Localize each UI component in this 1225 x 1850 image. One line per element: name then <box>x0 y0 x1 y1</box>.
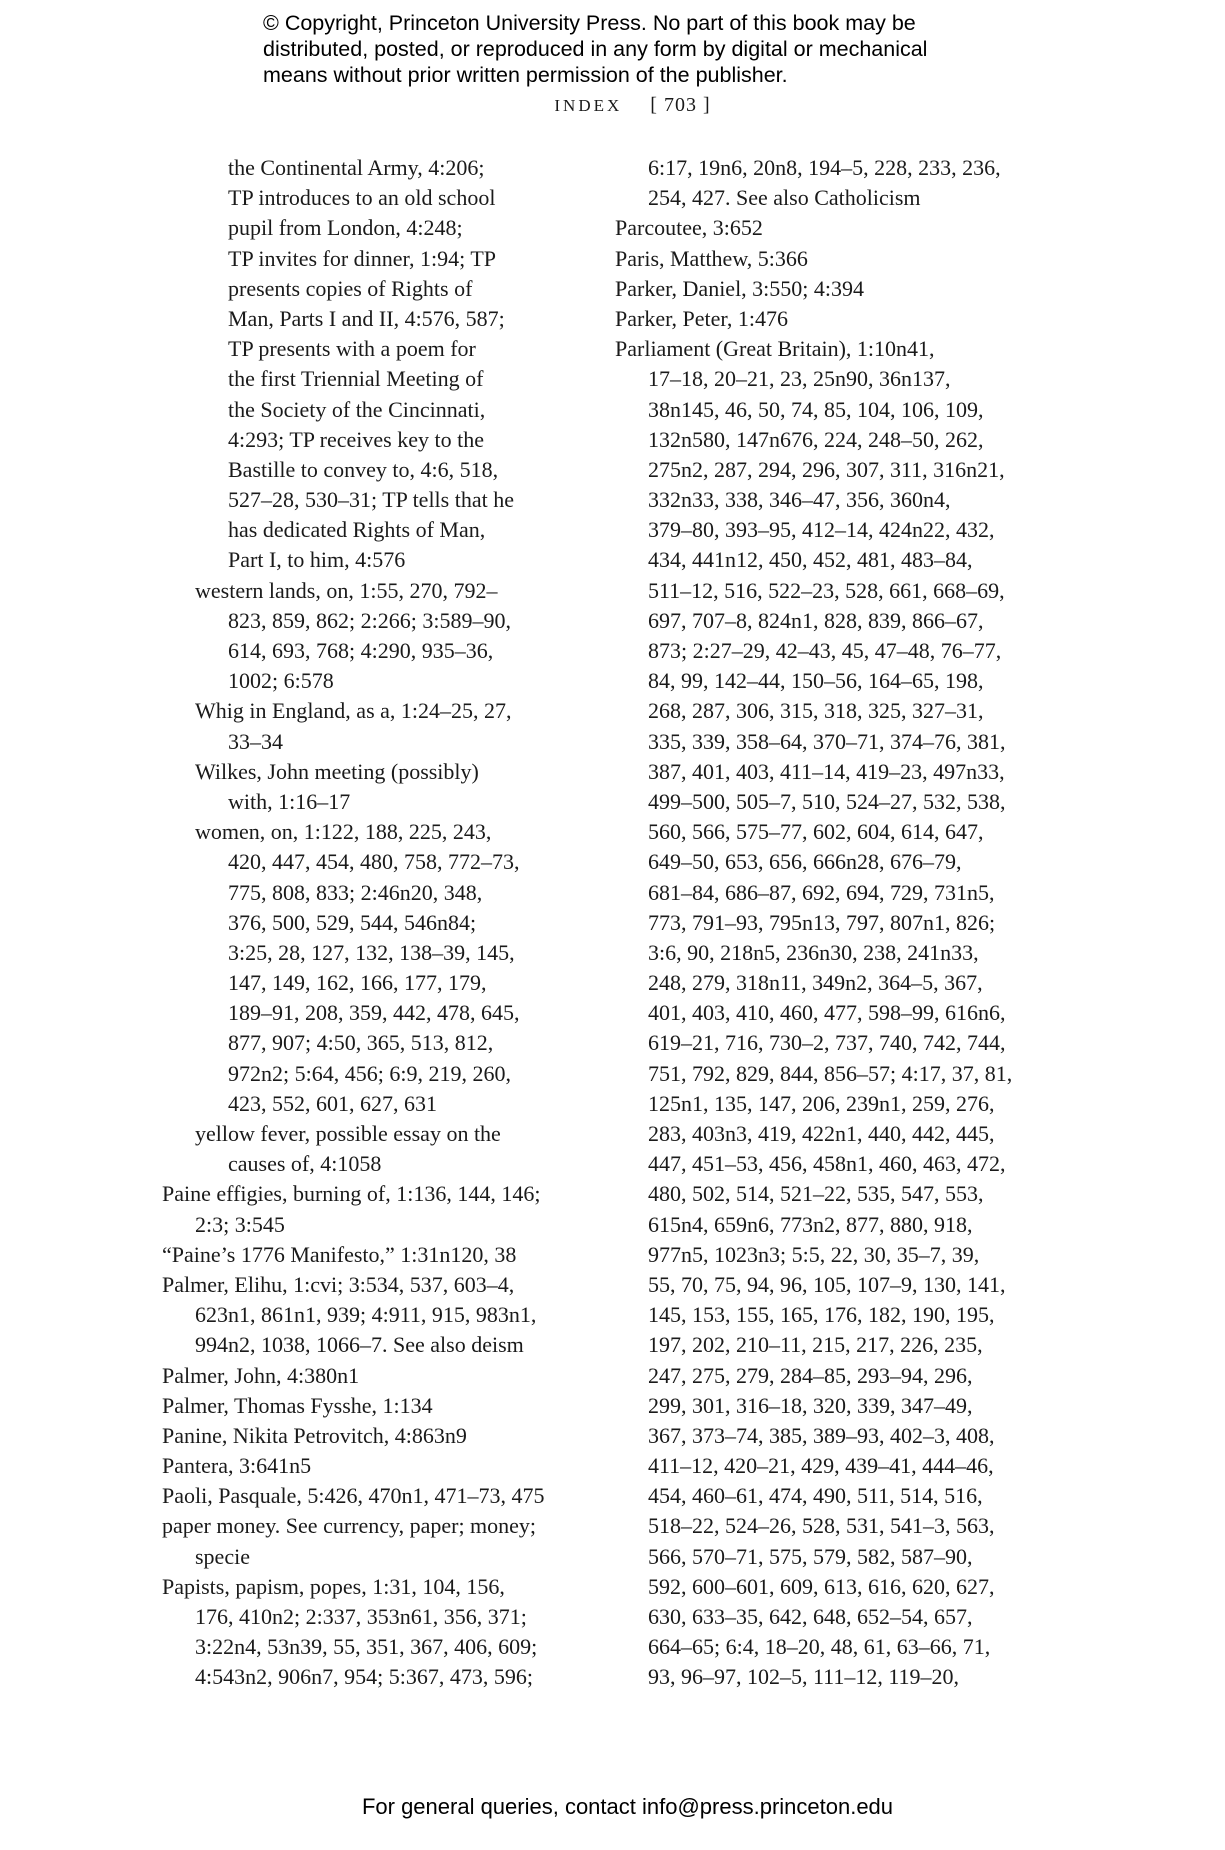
index-line: 423, 552, 601, 627, 631 <box>228 1090 437 1116</box>
index-line: has dedicated Rights of Man, <box>228 517 486 543</box>
index-line: Parcoutee, 3:652 <box>615 215 763 241</box>
index-line: Part I, to him, 4:576 <box>228 547 406 573</box>
index-line: the Society of the Cincinnati, <box>228 396 486 422</box>
index-line: Man, Parts I and II, 4:576, 587; <box>228 305 505 331</box>
index-line: 454, 460–61, 474, 490, 511, 514, 516, <box>648 1483 983 1509</box>
index-line: 823, 859, 862; 2:266; 3:589–90, <box>228 607 511 633</box>
index-line: 283, 403n3, 419, 422n1, 440, 442, 445, <box>648 1121 995 1146</box>
page-number: [ 703 ] <box>650 94 711 116</box>
index-line: Bastille to convey to, 4:6, 518, <box>228 456 499 482</box>
index-line: women, on, 1:122, 188, 225, 243, <box>195 819 492 845</box>
index-line: Parker, Daniel, 3:550; 4:394 <box>615 275 865 301</box>
index-line: Panine, Nikita Petrovitch, 4:863n9 <box>162 1422 467 1448</box>
index-line: 132n580, 147n676, 224, 248–50, 262, <box>648 426 984 452</box>
index-line: Parker, Peter, 1:476 <box>615 305 788 331</box>
index-line: 697, 707–8, 824n1, 828, 839, 866–67, <box>648 607 984 633</box>
index-line: 566, 570–71, 575, 579, 582, 587–90, <box>648 1543 973 1569</box>
index-line: 93, 96–97, 102–5, 111–12, 119–20, <box>648 1664 960 1690</box>
index-line: 511–12, 516, 522–23, 528, 661, 668–69, <box>648 577 1005 603</box>
index-line: 379–80, 393–95, 412–14, 424n22, 432, <box>648 517 995 543</box>
index-line: 434, 441n12, 450, 452, 481, 483–84, <box>648 547 973 573</box>
index-line: Paine effigies, burning of, 1:136, 144, 146; <box>162 1181 541 1207</box>
index-line: 447, 451–53, 456, 458n1, 460, 463, 472, <box>648 1151 1006 1177</box>
index-line: Pantera, 3:641n5 <box>162 1453 312 1479</box>
index-line: 145, 153, 155, 165, 176, 182, 190, 195, <box>648 1302 995 1328</box>
index-line: 248, 279, 318n11, 349n2, 364–5, 367, <box>648 970 983 996</box>
index-line: 125n1, 135, 147, 206, 239n1, 259, 276, <box>648 1090 995 1116</box>
copyright-notice <box>263 10 1023 88</box>
index-line: 33–34 <box>228 728 283 754</box>
running-head-label: INDEX <box>554 96 623 115</box>
index-line: 197, 202, 210–11, 215, 217, 226, 235, <box>648 1332 983 1358</box>
index-line: 17–18, 20–21, 23, 25n90, 36n137, <box>648 366 951 392</box>
index-line: 527–28, 530–31; TP tells that he <box>228 487 514 513</box>
index-column-left <box>162 153 582 1693</box>
index-line: 664–65; 6:4, 18–20, 48, 61, 63–66, 71, <box>648 1634 991 1660</box>
index-line: Palmer, Thomas Fysshe, 1:134 <box>162 1392 433 1418</box>
index-line: 387, 401, 403, 411–14, 419–23, 497n33, <box>648 758 1005 784</box>
index-line: TP introduces to an old school <box>228 185 496 211</box>
index-line: Paris, Matthew, 5:366 <box>615 245 808 271</box>
index-line: 3:6, 90, 218n5, 236n30, 238, 241n33, <box>648 939 979 965</box>
index-line: 977n5, 1023n3; 5:5, 22, 30, 35–7, 39, <box>648 1241 980 1267</box>
index-line: 3:25, 28, 127, 132, 138–39, 145, <box>228 939 515 965</box>
index-line: 499–500, 505–7, 510, 524–27, 532, 538, <box>648 788 1006 814</box>
index-line: yellow fever, possible essay on the <box>195 1121 501 1146</box>
index-line: 1002; 6:578 <box>228 668 334 694</box>
index-line: 630, 633–35, 642, 648, 652–54, 657, <box>648 1604 973 1629</box>
index-line: presents copies of Rights of <box>228 275 473 301</box>
index-line: 367, 373–74, 385, 389–93, 402–3, 408, <box>648 1422 995 1448</box>
index-line: 189–91, 208, 359, 442, 478, 645, <box>228 1000 520 1026</box>
index-line: 176, 410n2; 2:337, 353n61, 356, 371; <box>195 1604 527 1629</box>
index-line: Whig in England, as a, 1:24–25, 27, <box>195 698 512 724</box>
index-line: 6:17, 19n6, 20n8, 194–5, 228, 233, 236, <box>648 155 1001 180</box>
index-line: 619–21, 716, 730–2, 737, 740, 742, 744, <box>648 1030 1006 1056</box>
index-line: 560, 566, 575–77, 602, 604, 614, 647, <box>648 819 984 845</box>
index-line: 335, 339, 358–64, 370–71, 374–76, 381, <box>648 728 1006 754</box>
index-line: 4:293; TP receives key to the <box>228 426 484 452</box>
index-line: 649–50, 653, 656, 666n28, 676–79, <box>648 849 962 875</box>
index-line: 480, 502, 514, 521–22, 535, 547, 553, <box>648 1181 984 1207</box>
copyright-line: means without prior written permission of the publisher. <box>263 63 788 87</box>
index-line: 615n4, 659n6, 773n2, 877, 880, 918, <box>648 1211 973 1237</box>
index-line: Parliament (Great Britain), 1:10n41, <box>615 336 935 362</box>
index-line: Wilkes, John meeting (possibly) <box>195 758 479 784</box>
index-line: 877, 907; 4:50, 365, 513, 812, <box>228 1030 494 1056</box>
index-line: 3:22n4, 53n39, 55, 351, 367, 406, 609; <box>195 1634 538 1660</box>
index-line: causes of, 4:1058 <box>228 1151 382 1177</box>
index-line: the Continental Army, 4:206; <box>228 155 485 180</box>
index-line: Papists, papism, popes, 1:31, 104, 156, <box>162 1573 505 1599</box>
index-line: pupil from London, 4:248; <box>228 215 463 241</box>
index-column-right <box>615 153 1035 1693</box>
index-line: specie <box>195 1543 250 1569</box>
index-line: 55, 70, 75, 94, 96, 105, 107–9, 130, 141, <box>648 1271 1006 1297</box>
index-line: 38n145, 46, 50, 74, 85, 104, 106, 109, <box>648 396 984 422</box>
index-line: 84, 99, 142–44, 150–56, 164–65, 198, <box>648 668 984 694</box>
index-line: 873; 2:27–29, 42–43, 45, 47–48, 76–77, <box>648 638 1002 663</box>
index-line: with, 1:16–17 <box>228 788 351 814</box>
index-line: the first Triennial Meeting of <box>228 366 484 392</box>
index-line: TP presents with a poem for <box>228 336 476 362</box>
running-head <box>0 92 1225 119</box>
index-line: western lands, on, 1:55, 270, 792– <box>195 577 498 603</box>
index-line: 254, 427. See also Catholicism <box>648 185 921 211</box>
footer-contact: For general queries, contact info@press.princeton.edu <box>361 1794 894 1819</box>
index-line: 401, 403, 410, 460, 477, 598–99, 616n6, <box>648 1000 1006 1026</box>
index-line: 147, 149, 162, 166, 177, 179, <box>228 970 487 996</box>
index-line: 420, 447, 454, 480, 758, 772–73, <box>228 849 520 875</box>
index-line: 247, 275, 279, 284–85, 293–94, 296, <box>648 1362 973 1388</box>
index-line: 623n1, 861n1, 939; 4:911, 915, 983n1, <box>195 1302 537 1328</box>
index-line: 614, 693, 768; 4:290, 935–36, <box>228 638 494 663</box>
index-line: 268, 287, 306, 315, 318, 325, 327–31, <box>648 698 984 724</box>
index-line: 994n2, 1038, 1066–7. See also deism <box>195 1332 524 1358</box>
index-line: 4:543n2, 906n7, 954; 5:367, 473, 596; <box>195 1664 533 1690</box>
index-line: 518–22, 524–26, 528, 531, 541–3, 563, <box>648 1513 995 1539</box>
index-line: 275n2, 287, 294, 296, 307, 311, 316n21, <box>648 456 1005 482</box>
index-line: 751, 792, 829, 844, 856–57; 4:17, 37, 81, <box>648 1060 1013 1086</box>
index-line: Palmer, Elihu, 1:cvi; 3:534, 537, 603–4, <box>162 1271 515 1297</box>
index-line: 299, 301, 316–18, 320, 339, 347–49, <box>648 1392 973 1418</box>
index-line: 592, 600–601, 609, 613, 616, 620, 627, <box>648 1573 995 1599</box>
index-line: 2:3; 3:545 <box>195 1211 285 1237</box>
index-line: 411–12, 420–21, 429, 439–41, 444–46, <box>648 1453 994 1479</box>
index-line: 773, 791–93, 795n13, 797, 807n1, 826; <box>648 909 996 935</box>
index-line: 775, 808, 833; 2:46n20, 348, <box>228 879 483 905</box>
index-line: 376, 500, 529, 544, 546n84; <box>228 909 477 935</box>
index-line: 972n2; 5:64, 456; 6:9, 219, 260, <box>228 1060 511 1086</box>
index-line: Paoli, Pasquale, 5:426, 470n1, 471–73, 475 <box>162 1483 545 1509</box>
index-line: paper money. See currency, paper; money; <box>162 1513 537 1539</box>
index-line: 332n33, 338, 346–47, 356, 360n4, <box>648 487 951 513</box>
index-line: TP invites for dinner, 1:94; TP <box>228 245 496 271</box>
copyright-line: © Copyright, Princeton University Press. No part of this book may be <box>263 11 916 35</box>
index-line: 681–84, 686–87, 692, 694, 729, 731n5, <box>648 879 995 905</box>
copyright-line: distributed, posted, or reproduced in any form by digital or mechanical <box>263 37 928 61</box>
index-line: “Paine’s 1776 Manifesto,” 1:31n120, 38 <box>162 1241 517 1267</box>
index-line: Palmer, John, 4:380n1 <box>162 1362 360 1388</box>
